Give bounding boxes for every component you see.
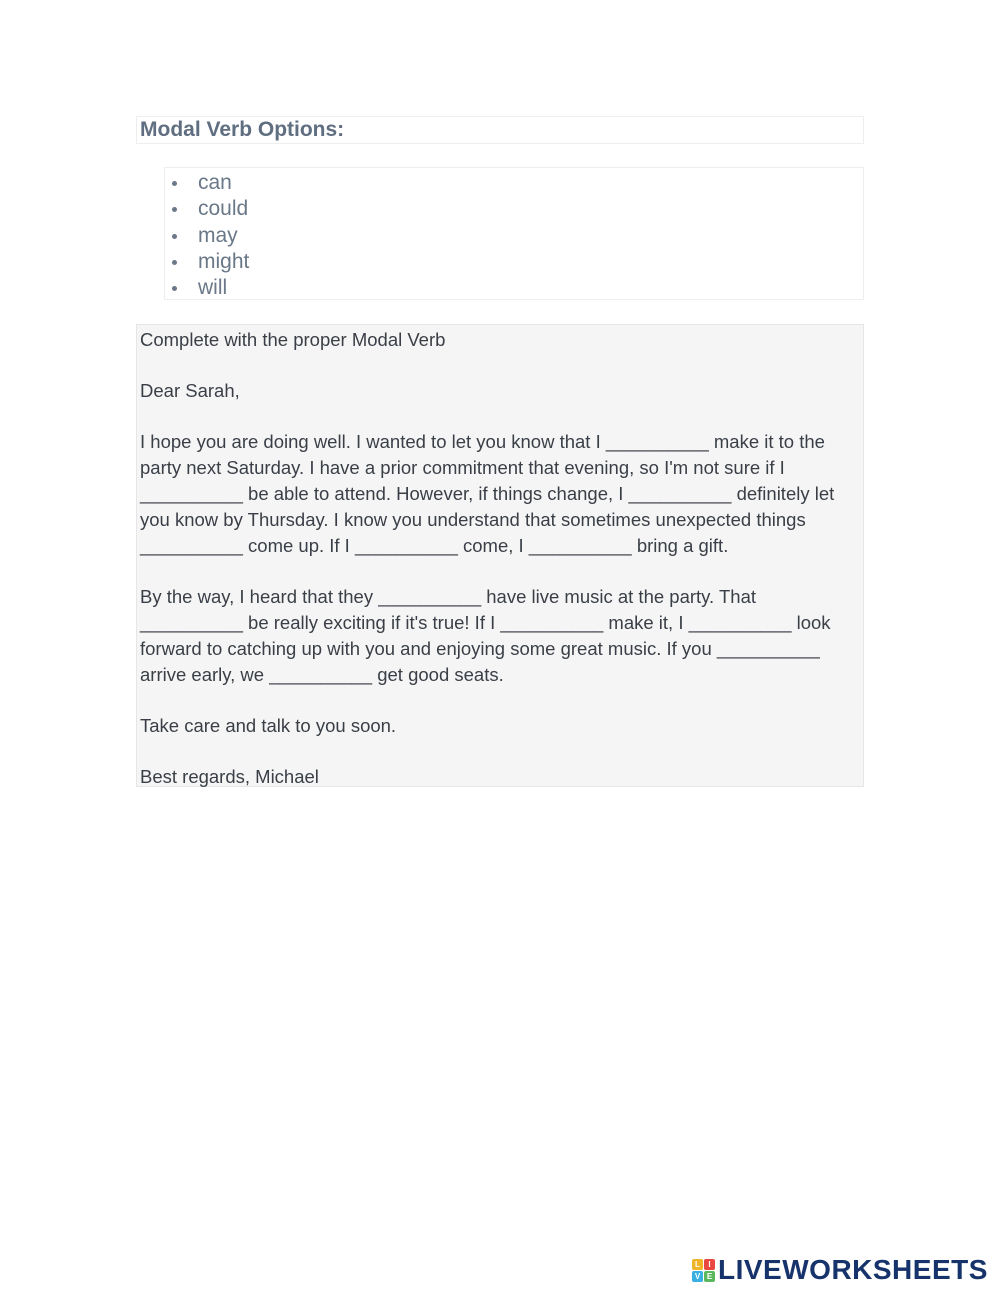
bullet-icon — [172, 207, 177, 212]
letter-greeting: Dear Sarah, — [140, 380, 240, 401]
letter-signoff: Best regards, Michael — [140, 766, 319, 787]
options-title: Modal Verb Options: — [140, 118, 345, 141]
letter-paragraph-1: I hope you are doing well. I wanted to let you know that I __________ make it to the party next Saturday. I have a prior commitment that evening, so I'm not sure if I __________ be able to attend. However, if things change, I __________ definitely let you know by Thursday. I know you understand that sometimes unexpected things __________ come up. If I __________ come, I __________ bring a gift. — [140, 431, 835, 556]
modal-verb-label: will — [198, 276, 228, 300]
bullet-icon — [172, 234, 177, 239]
modal-verb-options-box — [164, 167, 864, 300]
modal-verb-option — [165, 249, 863, 275]
modal-verb-option — [165, 196, 863, 222]
liveworksheets-logo-text: LIVEWORKSHEETS — [718, 1254, 988, 1285]
bullet-icon — [172, 181, 177, 186]
letter-paragraph-2: By the way, I heard that they __________ have live music at the party. That __________ be really exciting if it's true! If I __________ make it, I __________ look forward to catching up with you and enjoying some great music. If you __________ arrive early, we __________ get good seats. — [140, 586, 831, 685]
modal-verb-label: may — [198, 223, 238, 247]
modal-verb-list — [165, 168, 863, 301]
bullet-icon — [172, 260, 177, 265]
letter-closing: Take care and talk to you soon. — [140, 715, 397, 736]
modal-verb-label: can — [198, 171, 232, 194]
modal-verb-label: might — [198, 249, 250, 273]
modal-verb-option — [165, 223, 863, 249]
logo-mark-i: I — [704, 1259, 715, 1270]
modal-verb-option — [165, 275, 863, 301]
bullet-icon — [172, 286, 177, 291]
letter-exercise-box — [136, 324, 864, 787]
logo-mark-l: L — [692, 1259, 703, 1270]
modal-verb-label: could — [198, 197, 249, 221]
exercise-instruction: Complete with the proper Modal Verb — [140, 329, 446, 350]
liveworksheets-logo — [692, 1254, 988, 1286]
modal-verb-option — [165, 170, 863, 196]
logo-mark-v: V — [692, 1271, 703, 1282]
logo-mark-e: E — [704, 1271, 715, 1282]
liveworksheets-logo-icon — [692, 1259, 715, 1282]
options-title-box — [136, 116, 864, 144]
